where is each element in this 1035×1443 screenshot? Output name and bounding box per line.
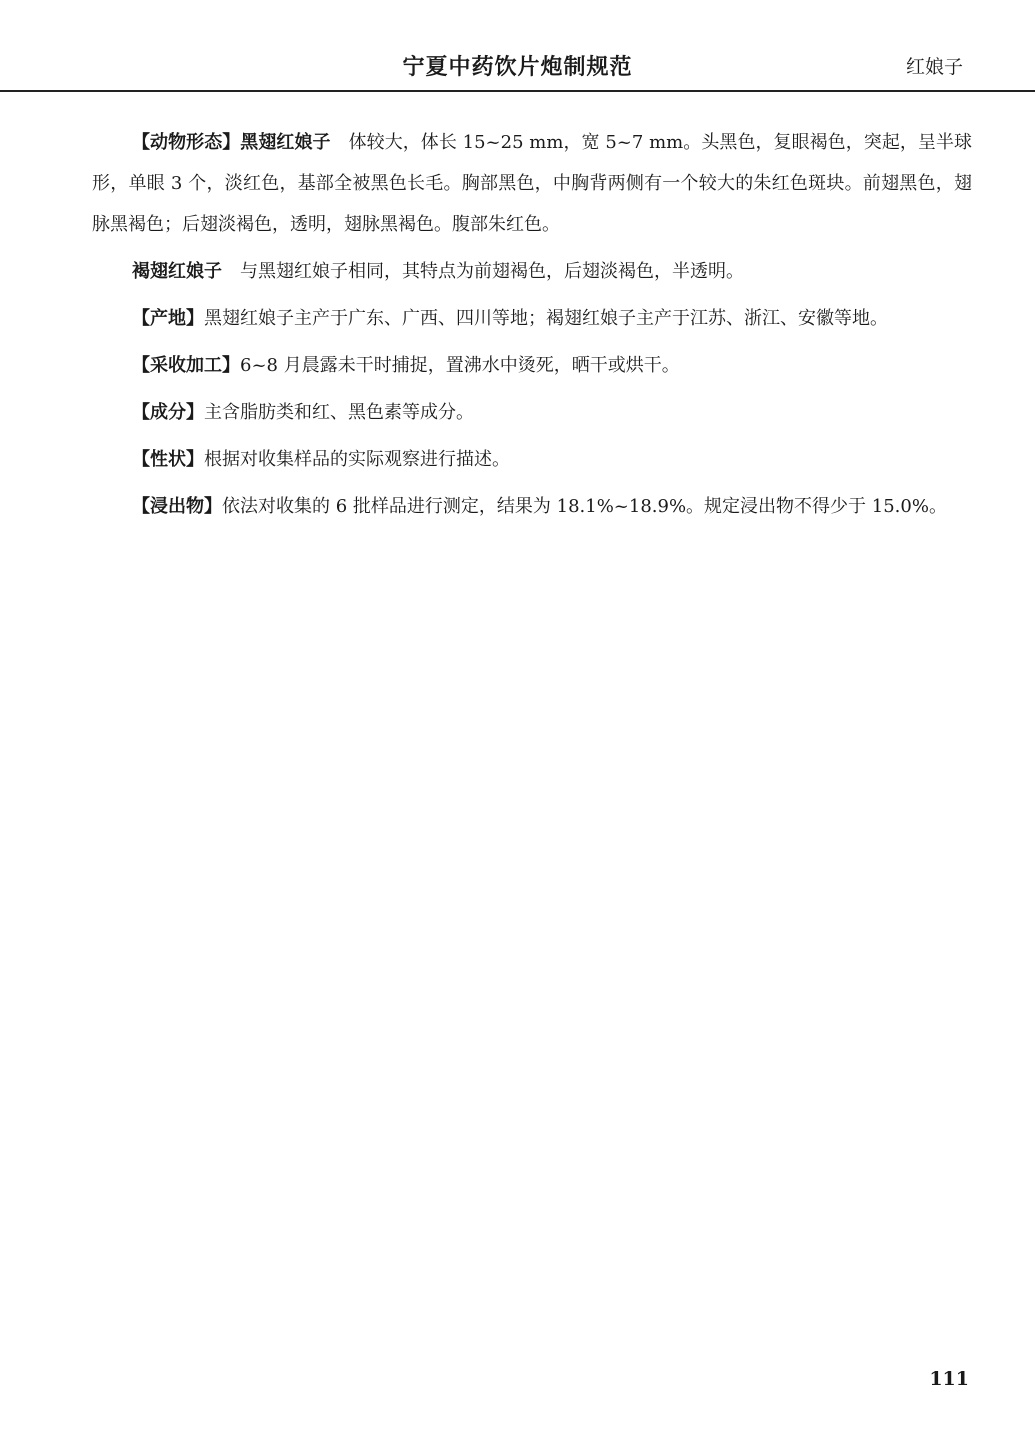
paragraph-extract bbox=[92, 486, 972, 527]
section-tag: 【成分】 bbox=[132, 402, 204, 423]
paragraph-text: 6~8 月晨露未干时捕捉，置沸水中烫死，晒干或烘干。 bbox=[240, 355, 680, 376]
paragraph-animal-morphology bbox=[92, 122, 972, 245]
paragraph-text: 体较大，体长 15~25 mm，宽 5~7 mm。头黑色，复眼褐色，突起，呈半球形，单眼 3 个，淡红色，基部全被黑色长毛。胸部黑色，中胸背两侧有一个较大的朱红色斑块。前翅黑色，翅脉黑褐色；后翅淡褐色，透明，翅脉黑褐色。腹部朱红色。 bbox=[92, 132, 973, 235]
running-header-section: 红娘子 bbox=[905, 56, 963, 78]
header-divider bbox=[0, 90, 1035, 92]
paragraph-harvest bbox=[92, 345, 972, 386]
running-header-title: 宁夏中药饮片炮制规范 bbox=[402, 55, 633, 80]
paragraph-characteristics bbox=[92, 439, 972, 480]
paragraph-brown-wing bbox=[92, 251, 972, 292]
paragraph-origin bbox=[92, 298, 972, 339]
section-tag: 【浸出物】 bbox=[132, 496, 222, 517]
paragraph-text: 主含脂肪类和红、黑色素等成分。 bbox=[204, 402, 474, 423]
paragraph-text: 与黑翅红娘子相同，其特点为前翅褐色，后翅淡褐色，半透明。 bbox=[222, 261, 744, 282]
paragraph-text: 依法对收集的 6 批样品进行测定，结果为 18.1%~18.9%。规定浸出物不得少于 15.0%。 bbox=[222, 496, 947, 517]
paragraph-text: 黑翅红娘子主产于广东、广西、四川等地；褐翅红娘子主产于江苏、浙江、安徽等地。 bbox=[204, 308, 888, 329]
section-tag: 【采收加工】 bbox=[132, 355, 240, 376]
section-tag: 【性状】 bbox=[132, 449, 204, 470]
page-number: 111 bbox=[929, 1368, 969, 1390]
section-tag: 【产地】 bbox=[132, 308, 204, 329]
paragraph-text: 根据对收集样品的实际观察进行描述。 bbox=[204, 449, 510, 470]
species-name: 褐翅红娘子 bbox=[132, 261, 222, 282]
section-tag: 【动物形态】 bbox=[132, 132, 241, 153]
body-text bbox=[92, 122, 972, 533]
paragraph-composition bbox=[92, 392, 972, 433]
species-name: 黑翅红娘子 bbox=[240, 132, 331, 153]
